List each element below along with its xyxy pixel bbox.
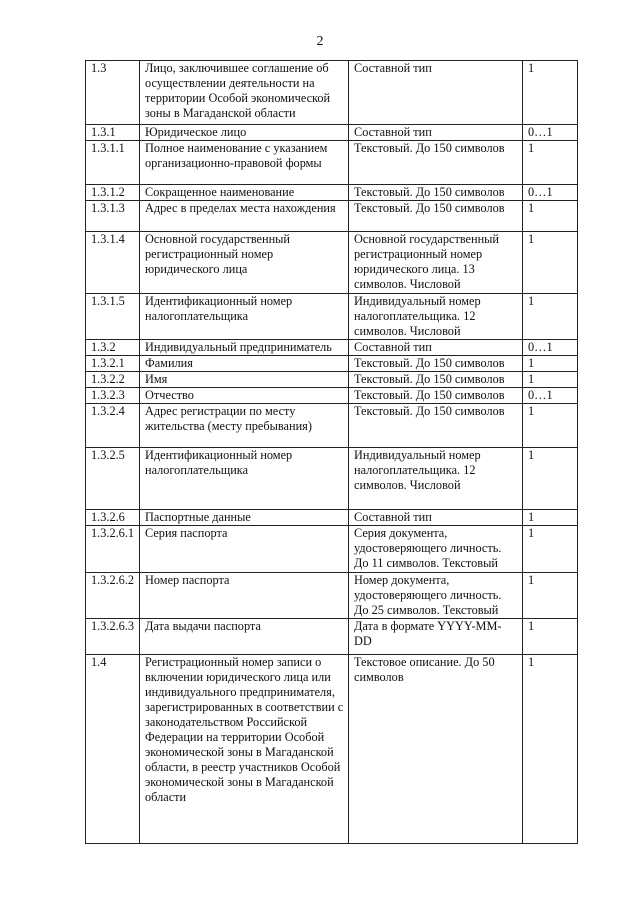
cell-name: Регистрационный номер записи о включении юридического лица или индивидуального предпринимателя, зарегистрированных в соответствии с законодательством Российской Федерации на территории Особой экономической зоны в Магаданской области, в реестр участников Особой экономической зоны в Магаданской области [140,655,349,844]
table-row [86,448,578,510]
cell-name: Фамилия [140,356,349,372]
page-number: 2 [316,34,324,49]
table-row [86,526,578,573]
cell-code: 1.3.2.2 [86,372,140,388]
cell-name: Номер паспорта [140,573,349,619]
table-row [86,573,578,619]
cell-code: 1.3.1.5 [86,294,140,340]
cell-cardinality: 1 [523,61,578,125]
cell-name: Идентификационный номер налогоплательщика [140,448,349,510]
cell-code: 1.3.1.2 [86,185,140,201]
cell-cardinality: 0…1 [523,185,578,201]
cell-name: Основной государственный регистрационный номер юридического лица [140,232,349,294]
cell-code: 1.3.1.4 [86,232,140,294]
cell-name: Адрес регистрации по месту жительства (месту пребывания) [140,404,349,448]
cell-code: 1.3.1 [86,125,140,141]
cell-type: Текстовый. До 150 символов [349,388,523,404]
cell-code: 1.3.2 [86,340,140,356]
cell-type: Текстовый. До 150 символов [349,372,523,388]
cell-name: Адрес в пределах места нахождения [140,201,349,232]
cell-name: Идентификационный номер налогоплательщика [140,294,349,340]
cell-cardinality: 0…1 [523,340,578,356]
cell-name: Паспортные данные [140,510,349,526]
cell-cardinality: 1 [523,404,578,448]
cell-cardinality: 1 [523,573,578,619]
cell-code: 1.3.1.3 [86,201,140,232]
cell-code: 1.3.1.1 [86,141,140,185]
cell-type: Основной государственный регистрационный номер юридического лица. 13 символов. Числовой [349,232,523,294]
cell-cardinality: 1 [523,510,578,526]
data-table [85,60,578,844]
cell-cardinality: 1 [523,141,578,185]
cell-type: Текстовый. До 150 символов [349,404,523,448]
cell-type: Текстовое описание. До 50 символов [349,655,523,844]
table-row [86,404,578,448]
cell-cardinality: 1 [523,655,578,844]
table-row [86,340,578,356]
table-row [86,232,578,294]
cell-name: Отчество [140,388,349,404]
cell-name: Имя [140,372,349,388]
cell-cardinality: 1 [523,201,578,232]
cell-code: 1.3 [86,61,140,125]
cell-name: Сокращенное наименование [140,185,349,201]
cell-code: 1.3.2.6.3 [86,619,140,655]
table-row [86,294,578,340]
cell-type: Индивидуальный номер налогоплательщика. 12 символов. Числовой [349,294,523,340]
cell-code: 1.3.2.1 [86,356,140,372]
cell-code: 1.3.2.6.2 [86,573,140,619]
table-row [86,388,578,404]
cell-type: Номер документа, удостоверяющего личность. До 25 символов. Текстовый [349,573,523,619]
cell-type: Составной тип [349,340,523,356]
cell-name: Лицо, заключившее соглашение об осуществлении деятельности на территории Особой экономической зоны в Магаданской области [140,61,349,125]
cell-name: Юридическое лицо [140,125,349,141]
cell-code: 1.3.2.5 [86,448,140,510]
cell-cardinality: 1 [523,619,578,655]
table-row [86,510,578,526]
cell-code: 1.3.2.6.1 [86,526,140,573]
table-row [86,141,578,185]
table-row [86,185,578,201]
table-row [86,619,578,655]
table-row [86,61,578,125]
cell-type: Текстовый. До 150 символов [349,356,523,372]
cell-cardinality: 1 [523,448,578,510]
cell-type: Текстовый. До 150 символов [349,201,523,232]
cell-type: Индивидуальный номер налогоплательщика. 12 символов. Числовой [349,448,523,510]
cell-type: Дата в формате YYYY-MM-DD [349,619,523,655]
cell-name: Индивидуальный предприниматель [140,340,349,356]
cell-cardinality: 1 [523,372,578,388]
cell-type: Составной тип [349,61,523,125]
cell-type: Составной тип [349,125,523,141]
cell-code: 1.3.2.4 [86,404,140,448]
cell-cardinality: 1 [523,356,578,372]
table-row [86,356,578,372]
cell-type: Составной тип [349,510,523,526]
table-row [86,655,578,844]
cell-code: 1.3.2.3 [86,388,140,404]
cell-name: Полное наименование с указанием организационно-правовой формы [140,141,349,185]
cell-cardinality: 0…1 [523,125,578,141]
table-row [86,201,578,232]
table-row [86,125,578,141]
cell-cardinality: 1 [523,526,578,573]
cell-name: Дата выдачи паспорта [140,619,349,655]
table-row [86,372,578,388]
cell-type: Серия документа, удостоверяющего личность. До 11 символов. Текстовый [349,526,523,573]
cell-cardinality: 0…1 [523,388,578,404]
cell-code: 1.3.2.6 [86,510,140,526]
cell-code: 1.4 [86,655,140,844]
cell-cardinality: 1 [523,294,578,340]
cell-type: Текстовый. До 150 символов [349,185,523,201]
cell-cardinality: 1 [523,232,578,294]
cell-name: Серия паспорта [140,526,349,573]
cell-type: Текстовый. До 150 символов [349,141,523,185]
